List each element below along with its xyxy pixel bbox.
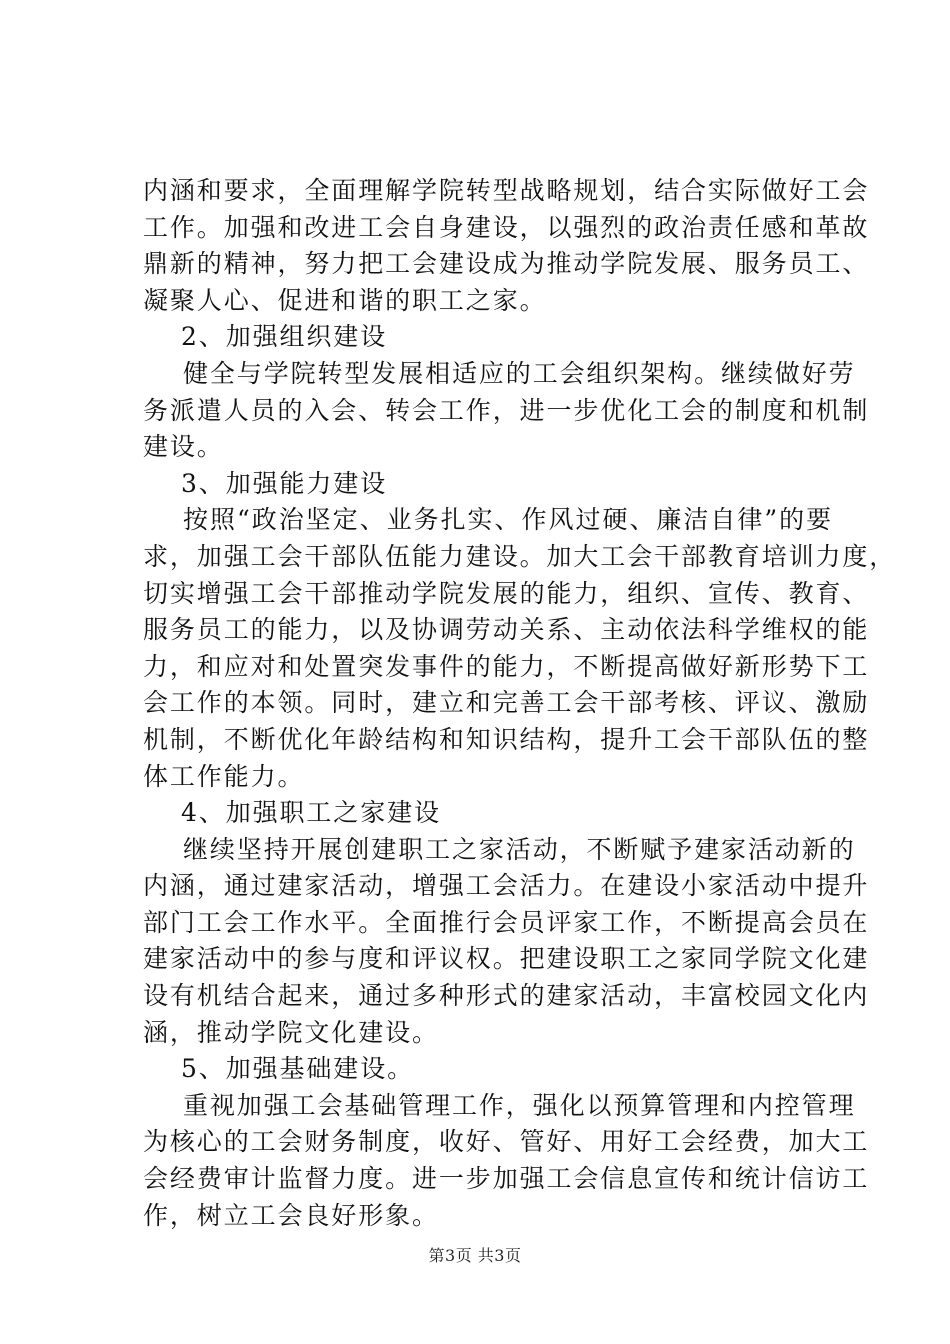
paragraph-line: 设有机结合起来，通过多种形式的建家活动，丰富校园文化内: [143, 981, 870, 1011]
paragraph-line: 健全与学院转型发展相适应的工会组织架构。继续做好劳: [183, 358, 856, 388]
paragraph-line: 凝聚人心、促进和谐的职工之家。: [143, 285, 547, 315]
paragraph-line: 体工作能力。: [143, 761, 305, 791]
paragraph-line: 重视加强工会基础管理工作，强化以预算管理和内控管理: [183, 1090, 856, 1120]
paragraph-line: 力，和应对和处置突发事件的能力，不断提高做好新形势下工: [143, 651, 870, 681]
paragraph-line: 为核心的工会财务制度，收好、管好、用好工会经费，加大工: [143, 1127, 870, 1157]
paragraph-line: 部门工会工作水平。全面推行会员评家工作，不断提高会员在: [143, 907, 870, 937]
paragraph-line: 作，树立工会良好形象。: [143, 1200, 439, 1230]
paragraph-line: 建设。: [143, 432, 224, 462]
paragraph-line: 内涵和要求，全面理解学院转型战略规划，结合实际做好工会: [143, 176, 870, 205]
paragraph-line: 会工作的本领。同时，建立和完善工会干部考核、评议、激励: [143, 688, 870, 718]
paragraph-line: 涵，推动学院文化建设。: [143, 1017, 439, 1047]
paragraph-line: 继续坚持开展创建职工之家活动，不断赋予建家活动新的: [183, 834, 856, 864]
section-heading: 3、加强能力建设: [181, 468, 388, 498]
paragraph-line: 工作。加强和改进工会自身建设，以强烈的政治责任感和革故: [143, 212, 870, 242]
section-heading: 2、加强组织建设: [181, 322, 388, 352]
document-body: [143, 173, 897, 1234]
paragraph-line: 机制，不断优化年龄结构和知识结构，提升工会干部队伍的整: [143, 724, 870, 754]
paragraph-line: 务派遣人员的入会、转会工作，进一步优化工会的制度和机制: [143, 395, 870, 425]
section-heading: 4、加强职工之家建设: [181, 798, 441, 828]
paragraph-line: 求，加强工会干部队伍能力建设。加大工会干部教育培训力度，: [143, 541, 897, 571]
section-heading: 5、加强基础建设。: [181, 1054, 415, 1084]
paragraph-line: 内涵，通过建家活动，增强工会活力。在建设小家活动中提升: [143, 871, 870, 901]
paragraph-line: 切实增强工会干部推动学院发展的能力，组织、宣传、教育、: [143, 578, 870, 608]
paragraph-line: 按照“政治坚定、业务扎实、作风过硬、廉洁自律”的要: [183, 505, 833, 535]
page-number-footer: 第3页 共3页: [428, 1246, 522, 1265]
paragraph-line: 鼎新的精神，努力把工会建设成为推动学院发展、服务员工、: [143, 249, 870, 279]
paragraph-line: 服务员工的能力，以及协调劳动关系、主动依法科学维权的能: [143, 615, 870, 645]
paragraph-line: 建家活动中的参与度和评议权。把建设职工之家同学院文化建: [143, 944, 870, 974]
paragraph-line: 会经费审计监督力度。进一步加强工会信息宣传和统计信访工: [143, 1164, 870, 1194]
